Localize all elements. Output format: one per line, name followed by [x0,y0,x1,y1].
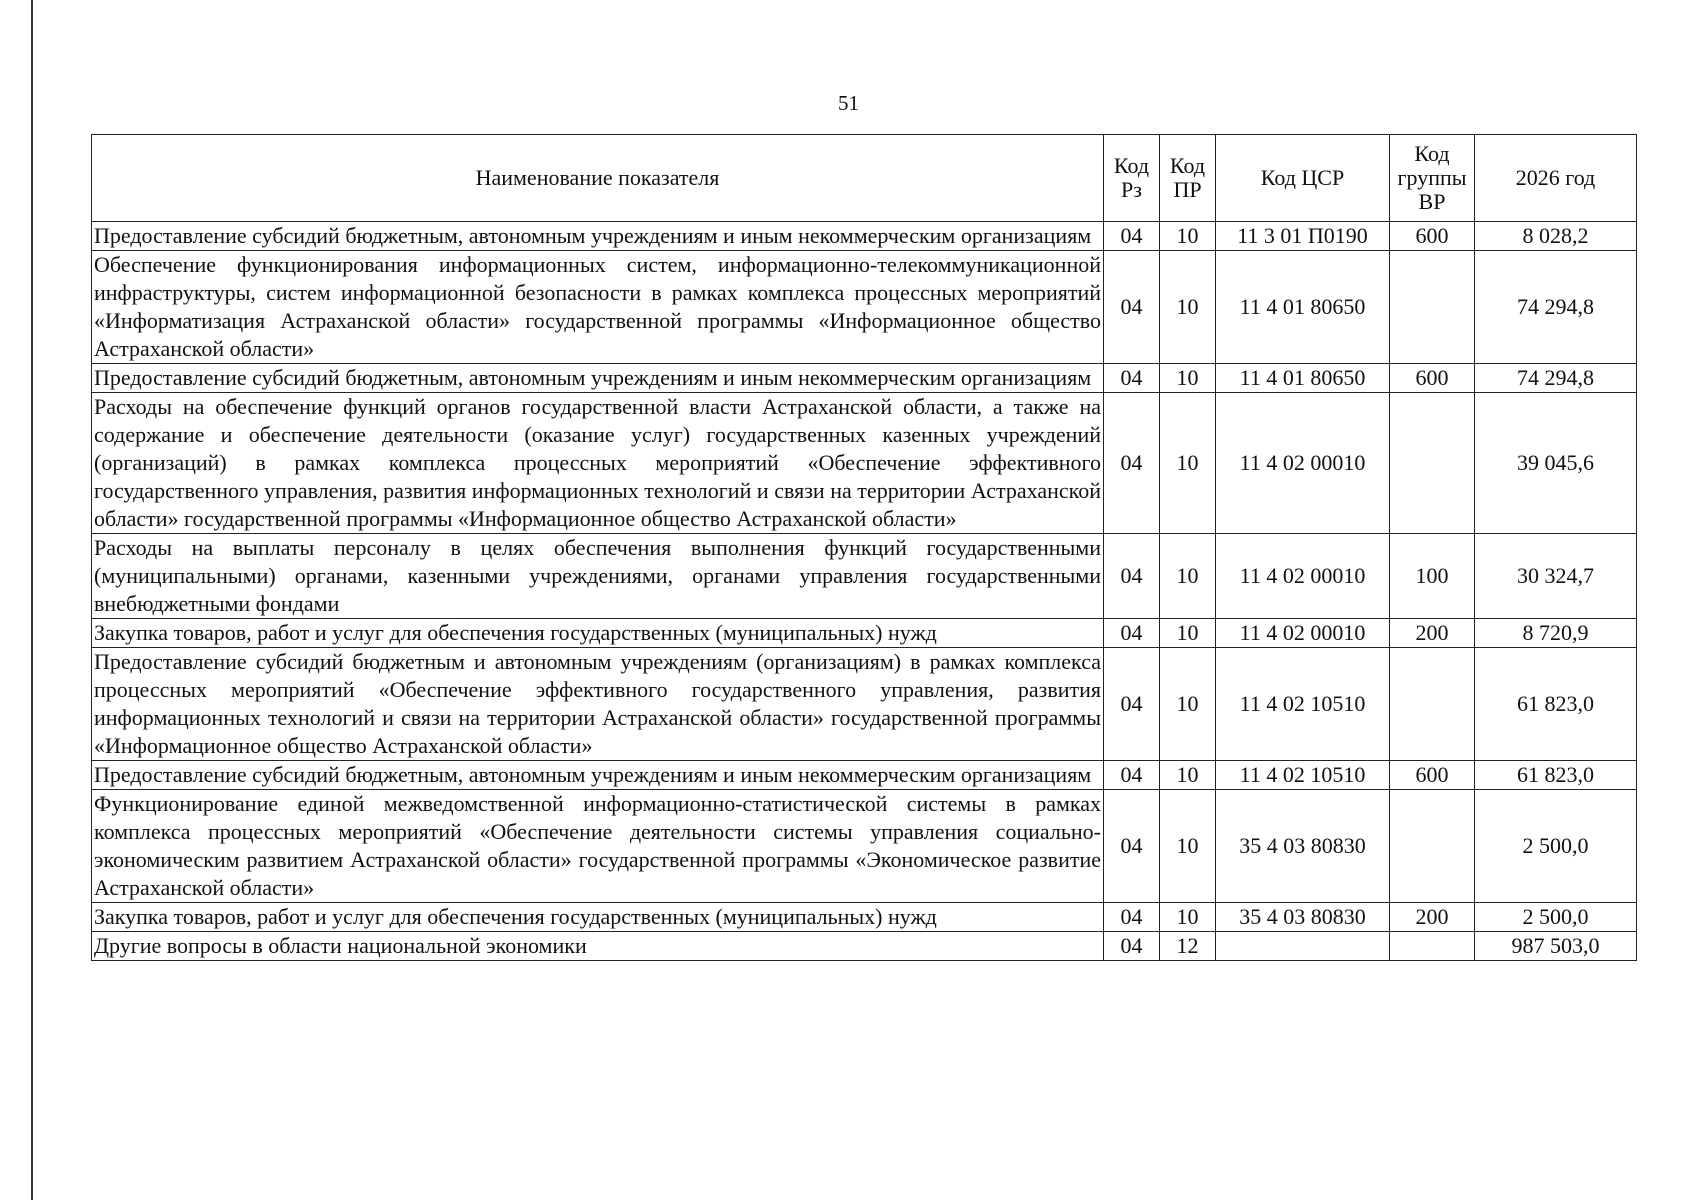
row-name: Обеспечение функционирования информационных систем, информационно-телекоммуникационной инфраструктуры, систем информационной безопасности в рамках комплекса процессных мероприятий «Информатизация Астраханской области» государственной программы «Информационное общество Астраханской области» [92,251,1104,364]
row-name: Другие вопросы в области национальной экономики [92,932,1104,961]
table-row [92,932,1637,961]
row-value: 61 823,0 [1475,761,1637,790]
row-vr [1390,790,1475,903]
row-name: Предоставление субсидий бюджетным, автономным учреждениям и иным некоммерческим организациям [92,761,1104,790]
table-row [92,251,1637,364]
row-pr: 10 [1160,222,1216,251]
row-name: Предоставление субсидий бюджетным и автономным учреждениям (организациям) в рамках комплекса процессных мероприятий «Обеспечение эффективного государственного управления, развития информационных технологий и связи на территории Астраханской области» государственной программы «Информационное общество Астраханской области» [92,648,1104,761]
row-csr: 11 3 01 П0190 [1216,222,1390,251]
row-name: Расходы на обеспечение функций органов государственной власти Астраханской области, а также на содержание и обеспечение деятельности (оказание услуг) государственных казенных учреждений (организаций) в рамках комплекса процессных мероприятий «Обеспечение эффективного государственного управления, развития информационных технологий и связи на территории Астраханской области» государственной программы «Информационное общество Астраханской области» [92,393,1104,534]
row-name: Закупка товаров, работ и услуг для обеспечения государственных (муниципальных) нужд [92,903,1104,932]
row-csr: 35 4 03 80830 [1216,903,1390,932]
row-value: 8 028,2 [1475,222,1637,251]
table-row [92,619,1637,648]
row-value: 39 045,6 [1475,393,1637,534]
budget-table [91,134,1637,961]
row-pr: 10 [1160,251,1216,364]
row-rz: 04 [1104,903,1160,932]
table-row [92,364,1637,393]
row-rz: 04 [1104,534,1160,619]
page-number: 51 [838,91,859,115]
row-csr: 35 4 03 80830 [1216,790,1390,903]
row-rz: 04 [1104,761,1160,790]
header-pr [1160,135,1216,222]
header-vr-line2: группы [1397,165,1467,190]
row-csr: 11 4 01 80650 [1216,364,1390,393]
row-vr: 200 [1390,903,1475,932]
row-rz: 04 [1104,619,1160,648]
header-vr-line3: ВР [1418,189,1446,214]
row-vr: 600 [1390,222,1475,251]
row-rz: 04 [1104,790,1160,903]
row-vr: 200 [1390,619,1475,648]
row-value: 30 324,7 [1475,534,1637,619]
header-year: 2026 год [1475,135,1637,222]
header-rz-line2: Рз [1121,177,1142,202]
row-rz: 04 [1104,251,1160,364]
row-vr: 600 [1390,364,1475,393]
row-csr: 11 4 02 00010 [1216,619,1390,648]
header-vr [1390,135,1475,222]
row-pr: 12 [1160,932,1216,961]
row-csr: 11 4 02 10510 [1216,761,1390,790]
row-name: Расходы на выплаты персоналу в целях обеспечения выполнения функций государственными (муниципальными) органами, казенными учреждениями, органами управления государственными внебюджетными фондами [92,534,1104,619]
table-row [92,761,1637,790]
row-value: 2 500,0 [1475,903,1637,932]
row-rz: 04 [1104,364,1160,393]
row-pr: 10 [1160,393,1216,534]
row-csr: 11 4 02 10510 [1216,648,1390,761]
row-rz: 04 [1104,932,1160,961]
header-rz [1104,135,1160,222]
row-rz: 04 [1104,648,1160,761]
row-pr: 10 [1160,761,1216,790]
row-value: 8 720,9 [1475,619,1637,648]
row-value: 74 294,8 [1475,364,1637,393]
row-vr [1390,932,1475,961]
header-rz-line1: Код [1113,153,1150,178]
table-row [92,903,1637,932]
row-vr: 100 [1390,534,1475,619]
table-header [92,135,1637,222]
row-csr: 11 4 02 00010 [1216,534,1390,619]
row-rz: 04 [1104,222,1160,251]
row-csr: 11 4 02 00010 [1216,393,1390,534]
row-vr [1390,393,1475,534]
row-name: Предоставление субсидий бюджетным, автономным учреждениям и иным некоммерческим организациям [92,222,1104,251]
row-vr [1390,648,1475,761]
table-row [92,393,1637,534]
row-name: Закупка товаров, работ и услуг для обеспечения государственных (муниципальных) нужд [92,619,1104,648]
scan-edge-line [31,0,33,1200]
row-pr: 10 [1160,534,1216,619]
table-row [92,534,1637,619]
row-pr: 10 [1160,364,1216,393]
row-vr [1390,251,1475,364]
header-vr-line1: Код [1414,141,1450,166]
row-value: 987 503,0 [1475,932,1637,961]
row-pr: 10 [1160,619,1216,648]
table-row [92,790,1637,903]
row-csr [1216,932,1390,961]
row-name: Функционирование единой межведомственной информационно-статистической системы в рамках комплекса процессных мероприятий «Обеспечение деятельности системы управления социально-экономическим развитием Астраханской области» государственной программы «Экономическое развитие Астраханской области» [92,790,1104,903]
row-rz: 04 [1104,393,1160,534]
row-name: Предоставление субсидий бюджетным, автономным учреждениям и иным некоммерческим организациям [92,364,1104,393]
header-pr-line2: ПР [1173,177,1202,202]
header-name: Наименование показателя [92,135,1104,222]
row-pr: 10 [1160,903,1216,932]
row-value: 2 500,0 [1475,790,1637,903]
header-csr: Код ЦСР [1216,135,1390,222]
table-row [92,222,1637,251]
row-csr: 11 4 01 80650 [1216,251,1390,364]
row-pr: 10 [1160,790,1216,903]
header-row [92,135,1637,222]
row-value: 61 823,0 [1475,648,1637,761]
row-vr: 600 [1390,761,1475,790]
header-pr-line1: Код [1169,153,1206,178]
row-value: 74 294,8 [1475,251,1637,364]
row-pr: 10 [1160,648,1216,761]
table-body [92,222,1637,961]
table-row [92,648,1637,761]
